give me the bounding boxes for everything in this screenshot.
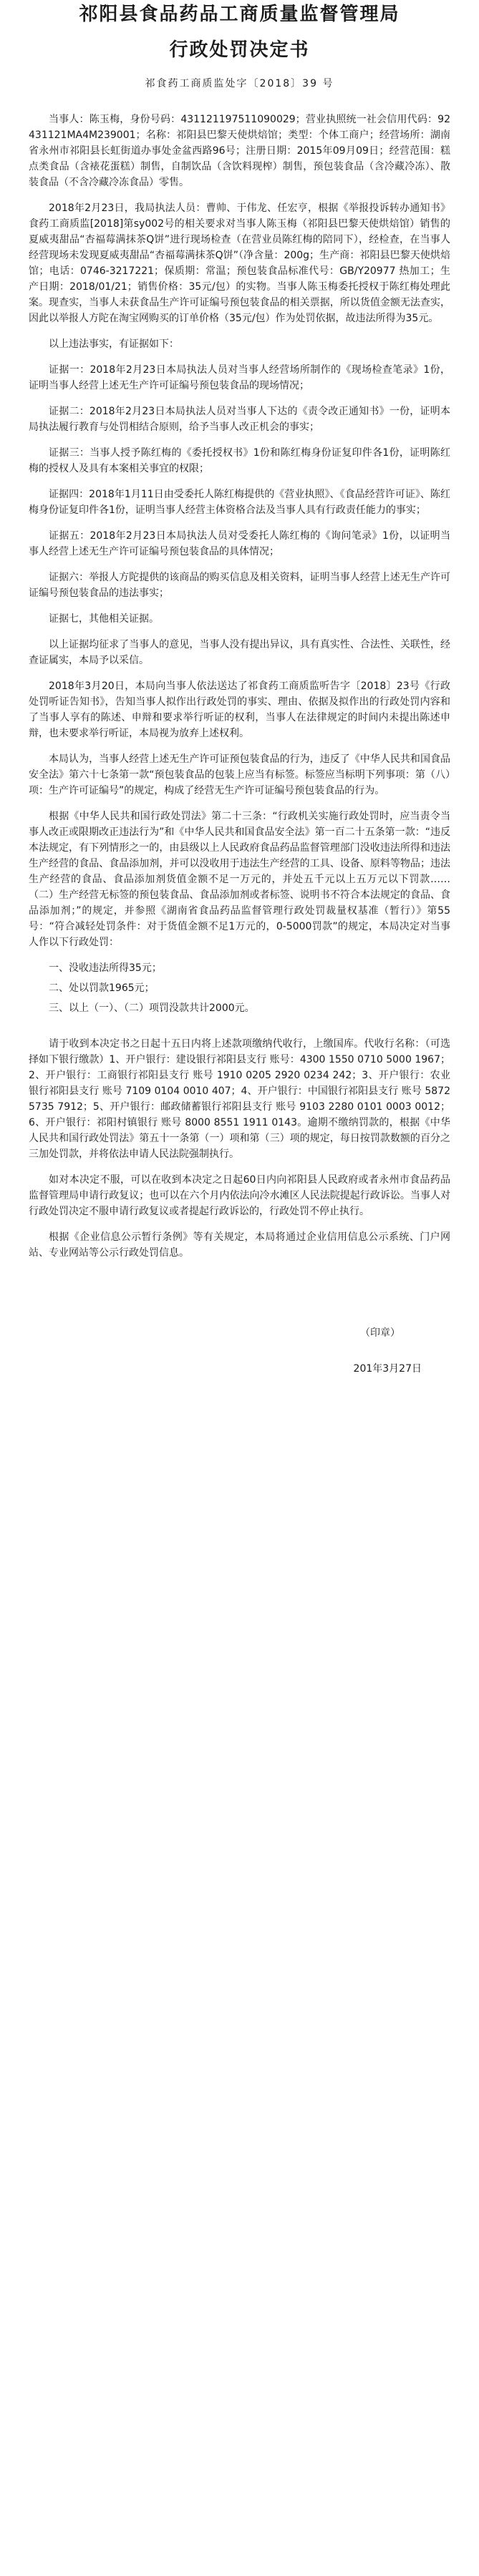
publicity-notice: 根据《企业信息公示暂行条例》等有关规定，本局将通过企业信用信息公示系统、门户网站、专业网站等公示行政处罚信息。 bbox=[29, 1231, 450, 1259]
violation-finding-paragraph: 本局认为，当事人经营上述无生产许可证预包装食品的行为，违反了《中华人民共和国食品安全法》第六十七条第一款“预包装食品的包装上应当有标签。标签应当标明下列事项：第（八）项：生产许可证编号”的规定，构成了经营无生产许可证编号预包装食品的行为。 bbox=[29, 753, 450, 796]
penalty-item: 二、处以罚款1965元； bbox=[49, 982, 155, 994]
penalty-item: 三、以上（一）、（二）项罚没款共计2000元。 bbox=[49, 1002, 255, 1014]
document-number: 祁食药工商质监处字〔2018〕39 号 bbox=[145, 78, 334, 89]
evidence-summary: 以上证据均征求了当事人的意见，当事人没有提出异议，具有真实性、合法性、关联性，经查证属实，本局予以采信。 bbox=[29, 639, 450, 666]
evidence-item: 证据一：2018年2月23日本局执法人员对当事人经营场所制作的《现场检查笔录》1份，证明当事人经营上述无生产许可证编号预包装食品的现场情况； bbox=[29, 364, 450, 391]
seal-placeholder: （印章） bbox=[360, 1327, 400, 1339]
document-body bbox=[29, 112, 450, 1261]
agency-title: 祁阳县食品药品工商质量监督管理局 bbox=[79, 4, 400, 25]
evidence-item: 证据六：举报人方陀提供的该商品的购买信息及相关资料，证明当事人经营上述无生产许可证编号预包装食品的违法事实； bbox=[29, 572, 450, 599]
hearing-notice-paragraph: 2018年3月20日，本局向当事人依法送达了祁食药工商质监听告字〔2018〕23号《行政处罚听证告知书》，告知当事人拟作出行政处罚的事实、理由、依据及拟作出的行政处罚内容和了当事人享有的陈述、申辩和要求举行听证的权利，当事人在法律规定的时间内未提出陈述申辩，也未要求举行听证，本局视为放弃上述权利。 bbox=[29, 680, 450, 739]
penalty-item: 一、没收违法所得35元； bbox=[49, 962, 162, 974]
appeal-rights: 如对本决定不服，可以在收到本决定之日起60日内向祁阳县人民政府或者永州市食品药品监督管理局申请行政复议；也可以在六个月内依法向冷水滩区人民法院提起行政诉讼。当事人对行政处罚决定不服申请行政复议或者提起行政诉讼的，行政处罚不停止执行。 bbox=[29, 1174, 450, 1217]
evidence-item: 证据二：2018年2月23日本局执法人员对当事人下达的《责令改正通知书》一份，证明本局执法履行教育与处罚相结合原则，给予当事人改正机会的事实； bbox=[29, 406, 450, 433]
issue-date: 201年3月27日 bbox=[353, 1363, 422, 1375]
party-info-paragraph: 当事人：陈玉梅，身份号码：431121197511090029；营业执照统一社会信用代码：92431121MA4M239001；名称：祁阳县巴黎天使烘焙馆；类型：个体工商户；经营场所：湖南省永州市祁阳县长虹街道办事处金盆西路96号；注册日期：2015年09月09日；经营范围：糕点类食品（含裱花蛋糕）制售，自制饮品（含饮料现榨）制售，预包装食品（含冷藏冷冻）、散装食品（不含冷藏冷冻食品）零售。 bbox=[29, 114, 450, 188]
case-facts-paragraph: 2018年2月23日，我局执法人员：曹帅、于伟龙、任宏亨，根据《举报投诉转办通知书》食药工商质监[2018]第sy002号的相关要求对当事人陈玉梅（祁阳县巴黎天使烘焙馆）销售的夏威夷甜品“杏福莓满抹茶Q饼”进行现场检查（在营业员陈红梅的陪同下），经检查，在当事人经营现场未发现夏威夷甜品“杏福莓满抹茶Q饼”（净含量：200g；生产商：祁阳县巴黎天使烘焙馆；电话：0746-3217221；保质期：常温；预包装食品标准代号：GB/Y20977 热加工；生产日期：2018/01/21；销售价格：35元/包）的实物。当事人陈玉梅委托授权于陈红梅处理此案。现查实，当事人未获食品生产许可证编号预包装食品的相关票据，所以货值金额无法查实，因此以举报人方陀在淘宝网购买的订单价格（35元/包）作为处罚依据，故违法所得为35元。 bbox=[29, 203, 450, 324]
document-title: 行政处罚决定书 bbox=[169, 39, 310, 61]
evidence-item: 证据七，其他相关证据。 bbox=[49, 613, 159, 625]
evidence-item: 证据五：2018年2月23日本局执法人员对受委托人陈红梅的《询问笔录》1份，以证明当事人经营上述无生产许可证编号预包装食品的具体情况； bbox=[29, 530, 450, 557]
legal-basis-paragraph: 根据《中华人民共和国行政处罚法》第二十三条：“行政机关实施行政处罚时，应当责令当事人改正或限期改正违法行为”和《中华人民共和国食品安全法》第一百二十五条第一款：“违反本法规定，有下列情形之一的，由县级以上人民政府食品药品监督管理部门没收违法所得和违法生产经营的食品、食品添加剂，并可以没收用于违法生产经营的工具、设备、原料等物品；违法生产经营的食品、食品添加剂货值金额不足一万元的，并处五千元以上五万元以下罚款……（二）生产经营无标签的预包装食品、食品添加剂或者标签、说明书不符合本法规定的食品、食品添加剂；”的规定，并参照《湖南省食品药品监督管理行政处罚裁量权基准（暂行）》第55号：“符合减轻处罚条件：对于货值金额不足1万元的，0-5000罚款”的规定，本局决定对当事人作以下行政处罚： bbox=[29, 811, 450, 948]
evidence-item: 证据三：当事人授予陈红梅的《委托授权书》1份和陈红梅身份证复印件各1份，证明陈红梅的授权人及具有本案相关事宜的权限； bbox=[29, 447, 450, 474]
evidence-item: 证据四：2018年1月11日由受委托人陈红梅提供的《营业执照》、《食品经营许可证》、陈红梅身份证复印件各1份，证明当事人经营主体资格合法及当事人具有行政责任能力的事实； bbox=[29, 489, 450, 516]
payment-instructions: 请于收到本决定书之日起十五日内将上述款项缴纳代收行，上缴国库。代收行名称：（可选择如下银行缴款）1、开户银行：建设银行祁阳县支行 账号：4300 1550 0710 5000 1967；2、开户银行：工商银行祁阳县支行 账号 1910 0205 2920 0234 242；3、开户银行：农业银行祁阳县支行 账号 7109 0104 0010 407；4、开户银行：中国银行祁阳县支行 账号 5872 5735 7912；5、开户银行：邮政储蓄银行祁阳县支行 账号 9103 2280 0101 0003 0012；6、开户银行：祁阳村镇银行 账号 8000 8551 1911 0143。逾期不缴纳罚款的，根据《中华人民共和国行政处罚法》第五十一条第（一）项和第（三）项的规定，每日按罚款数额的百分之三加处罚款，并将依法申请人民法院强制执行。 bbox=[29, 1038, 450, 1160]
evidence-intro: 以上违法事实，有证据如下： bbox=[49, 338, 179, 350]
